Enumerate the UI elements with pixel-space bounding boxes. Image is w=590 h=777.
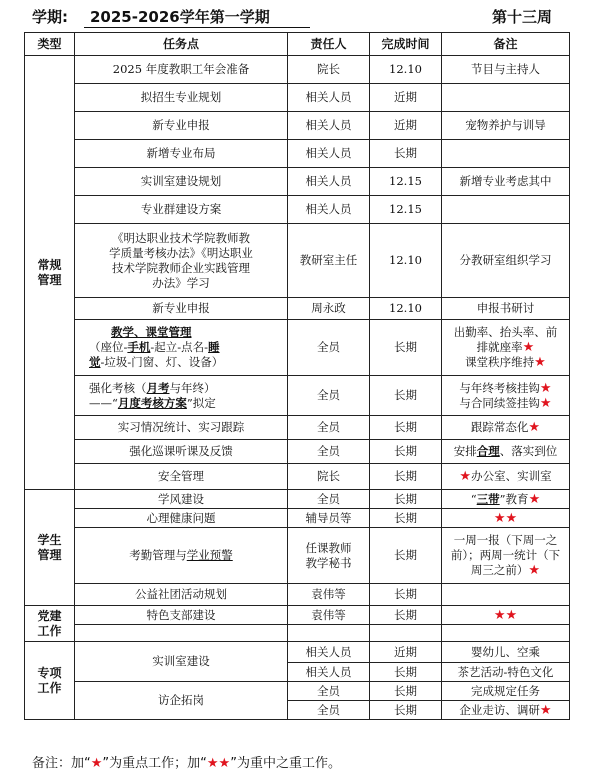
category-students [25, 490, 75, 606]
col-header-owner: 责任人 [288, 33, 370, 56]
time-cell: 长期 [370, 528, 442, 584]
note-line: 前）；两周一统计（下 [450, 548, 561, 562]
note-line: 与合同续签挂钩 [459, 395, 540, 410]
task-text: 学业预警 [186, 548, 233, 562]
note-cell [442, 701, 570, 720]
task-text: 月度考核方案 [117, 395, 187, 410]
table-row [25, 682, 570, 701]
time-cell [370, 625, 442, 642]
time-cell: 长期 [370, 584, 442, 606]
owner-cell: 袁伟等 [288, 584, 370, 606]
star-icon: ★ [534, 355, 546, 370]
task-text: 月考 [146, 380, 170, 395]
note-text: 跟踪常态化 [470, 420, 529, 434]
term-value: 2025-2026学年第一学期 [84, 6, 310, 28]
task-cell: 心理健康问题 [75, 509, 288, 528]
time-cell: 长期 [370, 416, 442, 440]
task-text: 觉 [89, 355, 101, 369]
category-regular [25, 56, 75, 490]
table-row [25, 584, 570, 606]
owner-cell: 全员 [288, 701, 370, 720]
table-row [25, 376, 570, 416]
task-cell [75, 320, 288, 376]
owner-cell: 全员 [288, 320, 370, 376]
table-row [25, 224, 570, 298]
time-cell: 长期 [370, 606, 442, 625]
category-text: 管理 [37, 272, 62, 287]
owner-cell: 周永政 [288, 298, 370, 320]
star-icon: ★ [493, 607, 506, 623]
star-icon: ★ [528, 420, 541, 435]
task-cell [75, 376, 288, 416]
table-row [25, 140, 570, 168]
note-cell [442, 84, 570, 112]
table-row [25, 196, 570, 224]
term-label: 学期: [32, 8, 68, 26]
time-cell: 近期 [370, 112, 442, 140]
note-cell: 申报书研讨 [442, 298, 570, 320]
time-cell: 长期 [370, 682, 442, 701]
owner-cell [288, 625, 370, 642]
task-schedule-table [24, 32, 570, 720]
task-text: （座位- [89, 340, 128, 354]
time-cell: 长期 [370, 320, 442, 376]
note-cell [442, 464, 570, 490]
star-icon: ★ [539, 395, 552, 411]
task-text: 强化考核（ [89, 380, 147, 395]
task-cell [75, 224, 288, 298]
owner-cell: 辅导员等 [288, 509, 370, 528]
time-cell: 长期 [370, 440, 442, 464]
owner-cell: 相关人员 [288, 642, 370, 663]
col-header-type: 类型 [25, 33, 75, 56]
time-cell: 长期 [370, 663, 442, 682]
star-icon: ★ [522, 340, 535, 355]
note-cell [442, 490, 570, 509]
task-cell: 新专业申报 [75, 112, 288, 140]
note-cell [442, 440, 570, 464]
time-cell: 长期 [370, 140, 442, 168]
task-line: 教学、课堂管理 [111, 325, 192, 339]
note-text: “ [470, 491, 477, 506]
table-row [25, 84, 570, 112]
task-cell [75, 528, 288, 584]
task-text: -起立-点名- [150, 340, 209, 354]
legend-text: ”为重中之重工作。 [230, 756, 341, 771]
note-cell [442, 140, 570, 168]
owner-cell: 相关人员 [288, 140, 370, 168]
time-cell: 长期 [370, 464, 442, 490]
note-text: 办公室、实训室 [471, 469, 552, 483]
star-icon: ★ [90, 756, 103, 771]
note-cell [442, 196, 570, 224]
owner-cell: 相关人员 [288, 168, 370, 196]
table-row [25, 320, 570, 376]
owner-cell: 全员 [288, 376, 370, 416]
note-line: 课堂秩序维持 [465, 355, 535, 369]
task-cell [75, 625, 288, 642]
owner-cell: 袁伟等 [288, 606, 370, 625]
star-icon: ★ [505, 607, 518, 623]
time-cell: 长期 [370, 509, 442, 528]
owner-line: 教学秘书 [305, 555, 352, 570]
note-text: 安排 [453, 444, 477, 458]
legend-text: 备注：加“ [32, 756, 91, 771]
owner-cell: 相关人员 [288, 112, 370, 140]
owner-line: 任课教师 [305, 540, 352, 555]
table-header-row [25, 33, 570, 56]
table-row [25, 509, 570, 528]
task-cell: 新增专业布局 [75, 140, 288, 168]
col-header-note: 备注 [442, 33, 570, 56]
category-text: 学生 [37, 532, 62, 547]
task-text: 睡 [208, 340, 220, 354]
task-cell: 新专业申报 [75, 298, 288, 320]
note-text: 企业走访、调研 [459, 702, 540, 717]
owner-cell: 相关人员 [288, 196, 370, 224]
task-line: 技术学院教师企业实践管理 [112, 260, 250, 275]
table-row [25, 490, 570, 509]
note-cell: 婴幼儿、空乘 [442, 642, 570, 663]
task-cell: 专业群建设方案 [75, 196, 288, 224]
task-cell: 实习情况统计、实习跟踪 [75, 416, 288, 440]
table-row [25, 112, 570, 140]
task-line: 《明达职业技术学院教师教 [112, 230, 250, 245]
table-row [25, 168, 570, 196]
task-text: ”拟定 [186, 395, 216, 410]
star-icon: ★ [206, 756, 219, 771]
note-line: 周三之前） [470, 563, 529, 577]
star-icon: ★ [218, 756, 231, 771]
time-cell: 长期 [370, 376, 442, 416]
category-text: 工作 [37, 623, 62, 638]
owner-cell [288, 528, 370, 584]
week-label: 第十三周 [491, 8, 552, 26]
task-cell: 访企拓岗 [75, 682, 288, 720]
note-cell [442, 416, 570, 440]
note-cell: 完成规定任务 [442, 682, 570, 701]
note-line: 与年终考核挂钩 [459, 380, 540, 395]
note-cell: 新增专业考虑其中 [442, 168, 570, 196]
note-cell: 分教研室组织学习 [442, 224, 570, 298]
task-text: 考勤管理与 [129, 548, 187, 562]
task-cell: 公益社团活动规划 [75, 584, 288, 606]
table-row [25, 56, 570, 84]
owner-cell: 院长 [288, 464, 370, 490]
time-cell: 近期 [370, 84, 442, 112]
table-row [25, 642, 570, 663]
note-text: 三带 [476, 491, 500, 506]
table-row [25, 606, 570, 625]
category-text: 工作 [37, 680, 62, 695]
time-cell: 近期 [370, 642, 442, 663]
col-header-time: 完成时间 [370, 33, 442, 56]
category-text: 党建 [37, 608, 62, 623]
owner-cell: 教研室主任 [288, 224, 370, 298]
table-row [25, 625, 570, 642]
footer-legend [32, 752, 341, 771]
star-icon: ★ [528, 563, 541, 578]
time-cell: 12.10 [370, 56, 442, 84]
note-cell: 宠物养护与训导 [442, 112, 570, 140]
owner-cell: 全员 [288, 490, 370, 509]
note-line: 一周一报（下周一之 [453, 533, 558, 547]
note-text: 合理 [476, 444, 500, 458]
category-text: 专项 [37, 665, 62, 680]
note-cell: 节目与主持人 [442, 56, 570, 84]
star-icon: ★ [539, 380, 552, 396]
category-text: 常规 [37, 257, 62, 272]
task-cell: 安全管理 [75, 464, 288, 490]
table-row [25, 464, 570, 490]
note-cell [442, 528, 570, 584]
task-cell: 实训室建设 [75, 642, 288, 682]
note-cell [442, 625, 570, 642]
note-cell [442, 584, 570, 606]
header [32, 6, 552, 26]
legend-text: ”为重点工作；加“ [102, 756, 207, 771]
task-text: 手机 [127, 340, 151, 354]
task-line: 办法》学习 [152, 275, 210, 290]
time-cell: 12.15 [370, 196, 442, 224]
star-icon: ★ [528, 491, 541, 507]
note-text: ”教育 [499, 491, 529, 506]
task-text: ——“ [89, 395, 118, 410]
time-cell: 长期 [370, 490, 442, 509]
note-line: 出勤率、抬头率、前 [453, 325, 558, 339]
time-cell: 长期 [370, 701, 442, 720]
task-cell: 实训室建设规划 [75, 168, 288, 196]
category-party [25, 606, 75, 642]
owner-cell: 相关人员 [288, 663, 370, 682]
owner-cell: 全员 [288, 682, 370, 701]
task-cell: 拟招生专业规划 [75, 84, 288, 112]
col-header-task: 任务点 [75, 33, 288, 56]
note-cell [442, 509, 570, 528]
category-text: 管理 [37, 547, 62, 562]
star-icon: ★ [539, 702, 552, 718]
table-row [25, 298, 570, 320]
table-row [25, 528, 570, 584]
star-icon: ★ [459, 469, 472, 484]
time-cell: 12.10 [370, 298, 442, 320]
note-cell [442, 376, 570, 416]
task-cell: 学风建设 [75, 490, 288, 509]
task-text: -垃圾-门窗、灯、设备） [100, 355, 224, 369]
time-cell: 12.10 [370, 224, 442, 298]
task-line: 学质量考核办法》《明达职业 [109, 245, 253, 260]
note-text: 、落实到位 [499, 444, 558, 458]
note-cell [442, 320, 570, 376]
task-cell: 强化巡课听课及反馈 [75, 440, 288, 464]
note-cell: 茶艺活动-特色文化 [442, 663, 570, 682]
owner-cell: 院长 [288, 56, 370, 84]
time-cell: 12.15 [370, 168, 442, 196]
note-cell [442, 606, 570, 625]
task-cell: 特色支部建设 [75, 606, 288, 625]
note-line: 排就座率 [476, 340, 523, 354]
owner-cell: 相关人员 [288, 84, 370, 112]
table-row [25, 440, 570, 464]
task-cell: 2025 年度教职工年会准备 [75, 56, 288, 84]
task-text: 与年终） [169, 380, 216, 395]
star-icon: ★ [493, 510, 506, 526]
star-icon: ★ [505, 510, 518, 526]
category-special [25, 642, 75, 720]
owner-cell: 全员 [288, 416, 370, 440]
owner-cell: 全员 [288, 440, 370, 464]
table-row [25, 416, 570, 440]
